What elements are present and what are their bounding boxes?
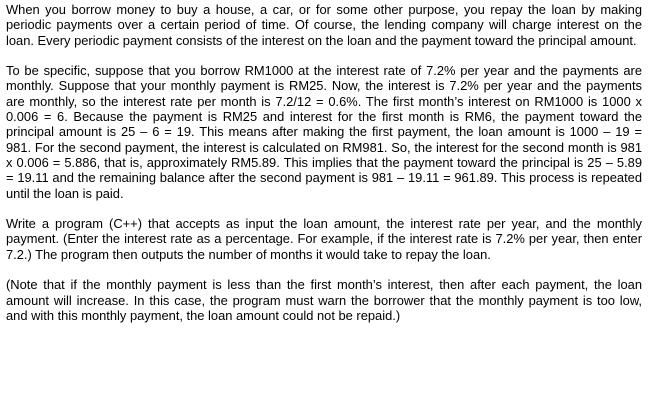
paragraph-example: To be specific, suppose that you borrow RM1000 at the interest rate of 7.2% per year and the payments are monthly. Suppose that your monthly payment is RM25. Now, the interest is 7.2% per year and the payments are monthly, so the interest rate per month is 7.2/12 = 0.6%. The first month’s interest on RM1000 is 1000 x 0.006 = 6. Because the payment is RM25 and interest for the first month is RM6, the payment toward the principal amount is 25 – 6 = 19. This means after making the first payment, the loan amount is 1000 – 19 = 981. For the second payment, the interest is calculated on RM981. So, the interest for the second month is 981 x 0.006 = 5.886, that is, approximately RM5.89. This implies that the payment toward the principal is 25 – 5.89 = 19.11 and the remaining balance after the second payment is 981 – 19.11 = 961.89. This process is repeated until the loan is paid. xyxy=(6,63,642,201)
paragraph-note: (Note that if the monthly payment is less than the first month’s interest, then after each payment, the loan amount will increase. In this case, the program must warn the borrower that the monthly payment is too low, and with this monthly payment, the loan amount could not be repaid.) xyxy=(6,277,642,323)
paragraph-task: Write a program (C++) that accepts as input the loan amount, the interest rate per year, and the monthly payment. (Enter the interest rate as a percentage. For example, if the interest rate is 7.2% per year, then enter 7.2.) The program then outputs the number of months it would take to repay the loan. xyxy=(6,216,642,262)
paragraph-intro: When you borrow money to buy a house, a car, or for some other purpose, you repay the loan by making periodic payments over a certain period of time. Of course, the lending company will charge interest on the loan. Every periodic payment consists of the interest on the loan and the payment toward the principal amount. xyxy=(6,2,642,48)
document-body xyxy=(6,2,642,323)
